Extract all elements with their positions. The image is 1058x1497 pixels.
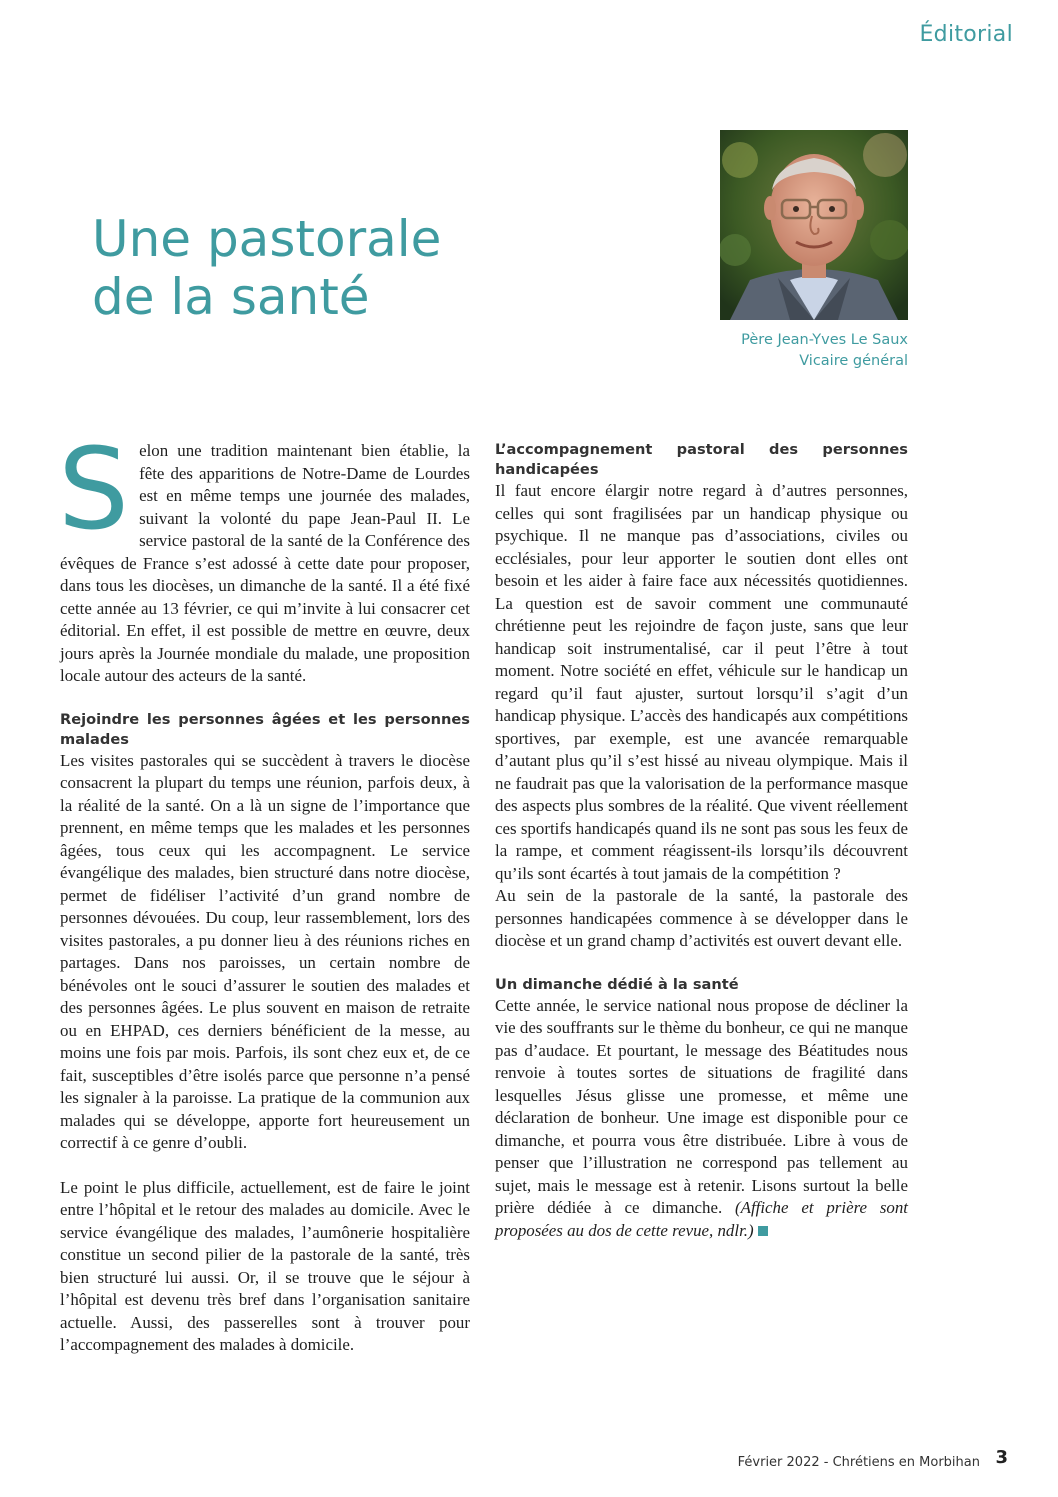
title-line-2: de la santé: [92, 268, 370, 326]
section2-paragraph2: Au sein de la pastorale de la santé, la pastorale des personnes handicapées commence à se développer dans le diocèse et un grand champ d’activités est ouvert devant elle.: [495, 886, 908, 950]
section2-heading: L’accompagnement pastoral des personnes handicapées: [495, 441, 908, 478]
end-mark-icon: [758, 1226, 768, 1236]
author-role: Vicaire général: [799, 353, 908, 369]
left-column: [58, 425, 470, 1357]
section3-paragraph: [495, 995, 908, 1243]
author-caption: [741, 330, 908, 372]
section1-paragraph2: Le point le plus difficile, actuellement, est de faire le joint entre l’hôpital et le retour des malades au domicile. Avec le service évangélique des malades, l’aumônerie hospitalière constitue un second pilier de la pastorale de la santé, très bien structuré lui aussi. Or, il se trouve que le séjour à l’hôpital est devenu très bref dans l’organisation sanitaire actuelle. Aussi, des passerelles sont à trouver pour l’accompagnement des malades à domicile.: [60, 1177, 470, 1354]
author-portrait: [720, 130, 908, 320]
article-title: [92, 210, 652, 326]
author-name: Père Jean-Yves Le Saux: [741, 332, 908, 348]
section1-paragraph1: Les visites pastorales qui se succèdent à travers le diocèse consacrent la plupart du temps une réunion, parfois deux, à la réalité de la santé. On a là un signe de l’importance que prennent, en même temps que les malades et les personnes âgées, tous ceux qui les accompagnent. Le service évangélique des malades, bien structuré dans notre diocèse, permet de fidéliser l’activité d’un grand nombre de personnes dévouées. Du coup, leur rassemblement, lors des visites pastorales, a pu donner lieu à des réunions riches en partages. Dans nos paroisses, un certain nombre de bénévoles ont le souci d’assurer le soutien des malades et des personnes âgées. Le plus souvent en maison de retraite ou en EHPAD, ces derniers bénéficient de la messe, au moins une fois par mois. Parfois, ils sont chez eux et, de ce fait, susceptibles d’être isolés parce que personne n’a pensé les signaler à la paroisse. La pratique de la communion aux malades qui se développe, apporte fort heureusement un correctif à ce genre d’oubli.: [60, 750, 470, 1152]
section1-heading: Rejoindre les personnes âgées et les personnes malades: [60, 710, 470, 748]
editor-note: (Affiche et prière sont proposées au dos de cette revue, ndlr.): [495, 1198, 909, 1240]
section2-paragraph1: Il faut encore élargir notre regard à d’autres personnes, celles qui sont fragilisées par un handicap physique ou psychique. Il ne manque pas d’associations, civiles ou ecclésiales, pour leur apporter le soutien dont elles ont besoin et les aider à faire face aux nécessités quotidiennes. La question est de savoir comment une communauté chrétienne peut les rejoindre de façon juste, sans que leur handicap soit instrumentalisé, car il peut l’être à tout moment. Notre société en effet, véhicule sur le handicap un regard qu’il faut ajuster, surtout lorsqu’il s’agit d’un handicap physique. L’accès des handicapés aux compétitions sportives, par exemple, est une avancée remarquable d’autant plus qu’il s’est hissé au niveau olympique. Mais il ne faudrait pas que la valorisation de la performance masque des aspects plus sombres de la réalité. Que vivent réellement ces sportifs handicapés quand ils ne sont pas sous les feux de la rampe, et comment réagissent-ils lorsqu’ils découvrent qu’ils sont écartés à tout jamais de la compétition ?: [495, 481, 908, 883]
page-number: 3: [995, 1447, 1008, 1468]
footer-text: Février 2022 - Chrétiens en Morbihan: [737, 1455, 980, 1470]
right-column: [495, 440, 908, 1242]
drop-cap: S: [58, 425, 130, 555]
section3-text: Cette année, le service national nous propose de décliner la vie des souffrants sur le thème du bonheur, ce qui ne manque pas d’audace. Et pourtant, le message des Béatitudes nous renvoie à toutes sortes de situations de fragilité dans lesquelles Jésus glisse une promesse, et même une déclaration de bonheur. Une image est disponible pour ce dimanche, et pourra vous être distribuée. Libre à vous de penser que l’illustration ne correspond pas tellement au sujet, mais le message est à retenir. Lisons surtout la belle prière dédiée à ce dimanche.: [495, 995, 908, 1217]
intro-paragraph: [58, 425, 470, 688]
section3-heading: Un dimanche dédié à la santé: [495, 975, 739, 993]
title-line-1: Une pastorale: [92, 210, 442, 268]
intro-text: elon une tradition maintenant bien établie, la fête des apparitions de Notre-Dame de Lourdes est en même temps une journée des malades, suivant la volonté du pape Jean-Paul II. Le service pastoral de la santé de la Conférence des évêques de France s’est adossé à cette date pour proposer, dans tous les diocèses, un dimanche de la santé. Il a été fixé cette année au 13 février, ce qui m’invite à lui consacrer cet éditorial. En effet, il est possible de mettre en œuvre, deux jours après la Journée mondiale du malade, une proposition locale autour des acteurs de la santé.: [60, 441, 470, 685]
section-label: Éditorial: [919, 22, 1013, 47]
